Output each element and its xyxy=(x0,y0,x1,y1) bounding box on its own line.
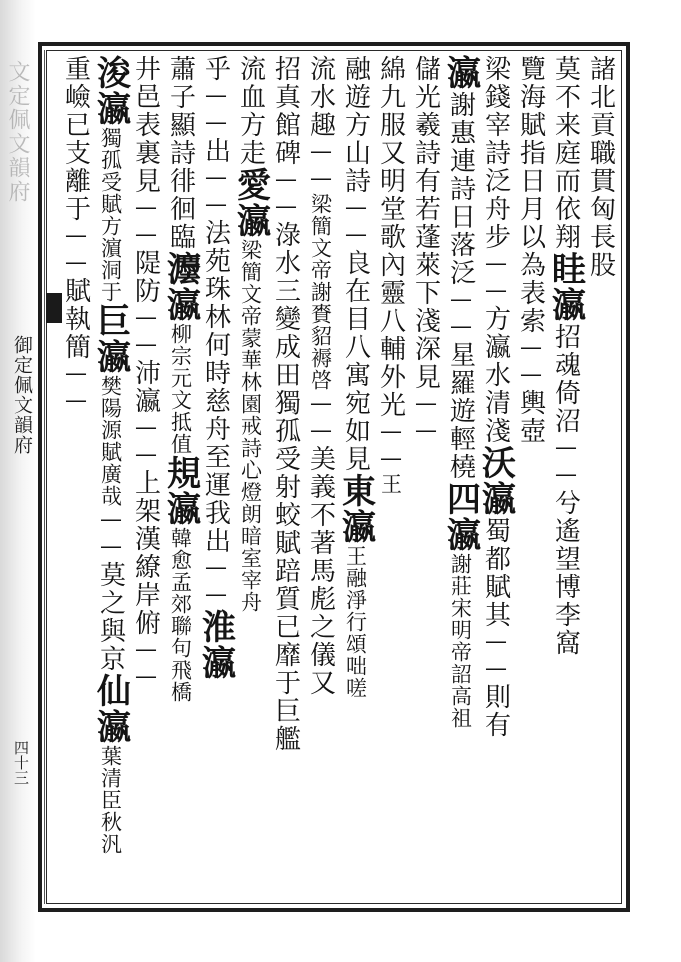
entry-text: 蜀都賦其 xyxy=(480,517,511,629)
entry-text: 井邑表裏見 xyxy=(130,55,161,195)
headword: 灋瀛 xyxy=(160,251,201,323)
repeat-mark: —— xyxy=(203,83,229,137)
text-column xyxy=(266,55,306,897)
entry-text: 淥水三變成田獨孤受射蛟賦踣質已靡于巨艦 xyxy=(270,221,301,753)
entry-text: 星羅遊輕橈 xyxy=(445,341,476,481)
text-column xyxy=(56,55,96,897)
headword: 仙瀛 xyxy=(90,673,131,745)
entry-text: 招真館碑 xyxy=(270,55,301,167)
text-column xyxy=(126,55,166,897)
headword: 眭瀛 xyxy=(545,251,586,323)
entry-text: 出 xyxy=(200,137,231,165)
repeat-mark: —— xyxy=(98,507,124,561)
source-citation: 樊陽源賦廣哉 xyxy=(98,375,123,507)
repeat-mark: —— xyxy=(308,391,334,445)
entry-text: 謝惠連詩日落泛 xyxy=(445,91,476,287)
entry-text: 隄防 xyxy=(130,249,161,305)
repeat-mark: —— xyxy=(133,305,159,359)
text-column xyxy=(511,55,551,897)
entry-text: 融遊方山詩 xyxy=(340,55,371,195)
repeat-mark: —— xyxy=(518,335,544,389)
entry-text: 莫不来庭而依翔 xyxy=(550,55,581,251)
repeat-mark: —— xyxy=(203,555,229,609)
repeat-mark: —— xyxy=(203,165,229,219)
headword: 東瀛 xyxy=(335,473,376,545)
margin-cut-text: 文定佩文韻府 xyxy=(5,60,30,204)
text-column xyxy=(231,55,271,897)
text-column xyxy=(581,55,621,897)
text-column xyxy=(371,55,411,897)
text-column xyxy=(336,55,376,897)
entry-text: 莫之與京 xyxy=(95,561,126,673)
repeat-mark: —— xyxy=(413,391,439,445)
entry-text: 覽海賦指日月以為表索 xyxy=(515,55,546,335)
text-column xyxy=(301,55,341,897)
repeat-mark: —— xyxy=(133,637,159,691)
repeat-mark: —— xyxy=(378,419,404,473)
repeat-mark: —— xyxy=(483,251,509,305)
entry-text: 重嶮已支離于 xyxy=(60,55,91,223)
text-column xyxy=(546,55,586,897)
repeat-mark: —— xyxy=(63,361,89,415)
repeat-mark: —— xyxy=(308,139,334,193)
repeat-mark: —— xyxy=(133,415,159,469)
text-column xyxy=(441,55,481,897)
fold-line xyxy=(44,50,45,904)
entry-text: 儲光羲詩有若蓬萊下淺深見 xyxy=(410,55,441,391)
text-column xyxy=(406,55,446,897)
entry-text: 輿壺 xyxy=(515,389,546,445)
text-column xyxy=(476,55,516,897)
repeat-mark: —— xyxy=(553,435,579,489)
page-number: 四十三 xyxy=(12,740,30,785)
entry-text: 方瀛水清淺 xyxy=(480,305,511,445)
source-citation: 柳宗元文抵值 xyxy=(168,323,193,455)
headword: 淮瀛 xyxy=(195,609,236,681)
entry-text: 招魂倚沼 xyxy=(550,323,581,435)
entry-text: 美義不著馬彪之儀又 xyxy=(305,445,336,697)
source-citation: 韓愈孟郊聯句飛橋 xyxy=(168,527,193,703)
entry-text: 沛瀛 xyxy=(130,359,161,415)
entry-text: 兮遙望博李窩 xyxy=(550,489,581,657)
source-citation: 梁簡文帝蒙華林園戒詩心燈朗暗室宰舟 xyxy=(238,239,263,613)
entry-text: 上架漢繚岸俯 xyxy=(130,469,161,637)
text-column xyxy=(161,55,201,897)
entry-text: 賦執簡 xyxy=(60,277,91,361)
repeat-mark: —— xyxy=(483,629,509,683)
headword: 瀛 xyxy=(440,55,481,91)
source-citation: 王 xyxy=(378,473,403,495)
headword: 浚瀛 xyxy=(90,55,131,127)
repeat-mark: —— xyxy=(343,195,369,249)
repeat-mark: —— xyxy=(63,223,89,277)
entry-text: 法苑珠林何時慈舟至運我出 xyxy=(200,219,231,555)
entry-text: 蕭子顯詩徘徊臨 xyxy=(165,55,196,251)
entry-text: 良在目八寓宛如見 xyxy=(340,249,371,473)
repeat-mark: —— xyxy=(133,195,159,249)
source-citation: 獨孤受賦方濵洞于 xyxy=(98,127,123,303)
book-title: 御定佩文韻府 xyxy=(11,335,33,455)
entry-text: 諸北貢職貫匈長股 xyxy=(585,55,616,279)
headword: 巨瀛 xyxy=(90,303,131,375)
source-citation: 梁簡文帝謝賚貂褥啓 xyxy=(308,193,333,391)
entry-text: 則有 xyxy=(480,683,511,739)
source-citation: 葉清臣秋汎 xyxy=(98,745,123,855)
entry-text: 乎 xyxy=(200,55,231,83)
repeat-mark: —— xyxy=(273,167,299,221)
entry-text: 綿九服又明堂歌內靈八輔外光 xyxy=(375,55,406,419)
entry-text: 梁錢宰詩泛舟步 xyxy=(480,55,511,251)
text-column xyxy=(196,55,236,897)
text-column xyxy=(91,55,131,897)
headword: 規瀛 xyxy=(160,455,201,527)
entry-text: 流水趣 xyxy=(305,55,336,139)
source-citation: 謝莊宋明帝詔高祖 xyxy=(448,553,473,729)
source-citation: 王融淨行頌咄嗟 xyxy=(343,545,368,699)
headword: 愛瀛 xyxy=(230,167,271,239)
headword: 四瀛 xyxy=(440,481,481,553)
headword: 沃瀛 xyxy=(475,445,516,517)
text-block xyxy=(58,55,618,897)
entry-text: 流血方走 xyxy=(235,55,266,167)
repeat-mark: —— xyxy=(448,287,474,341)
